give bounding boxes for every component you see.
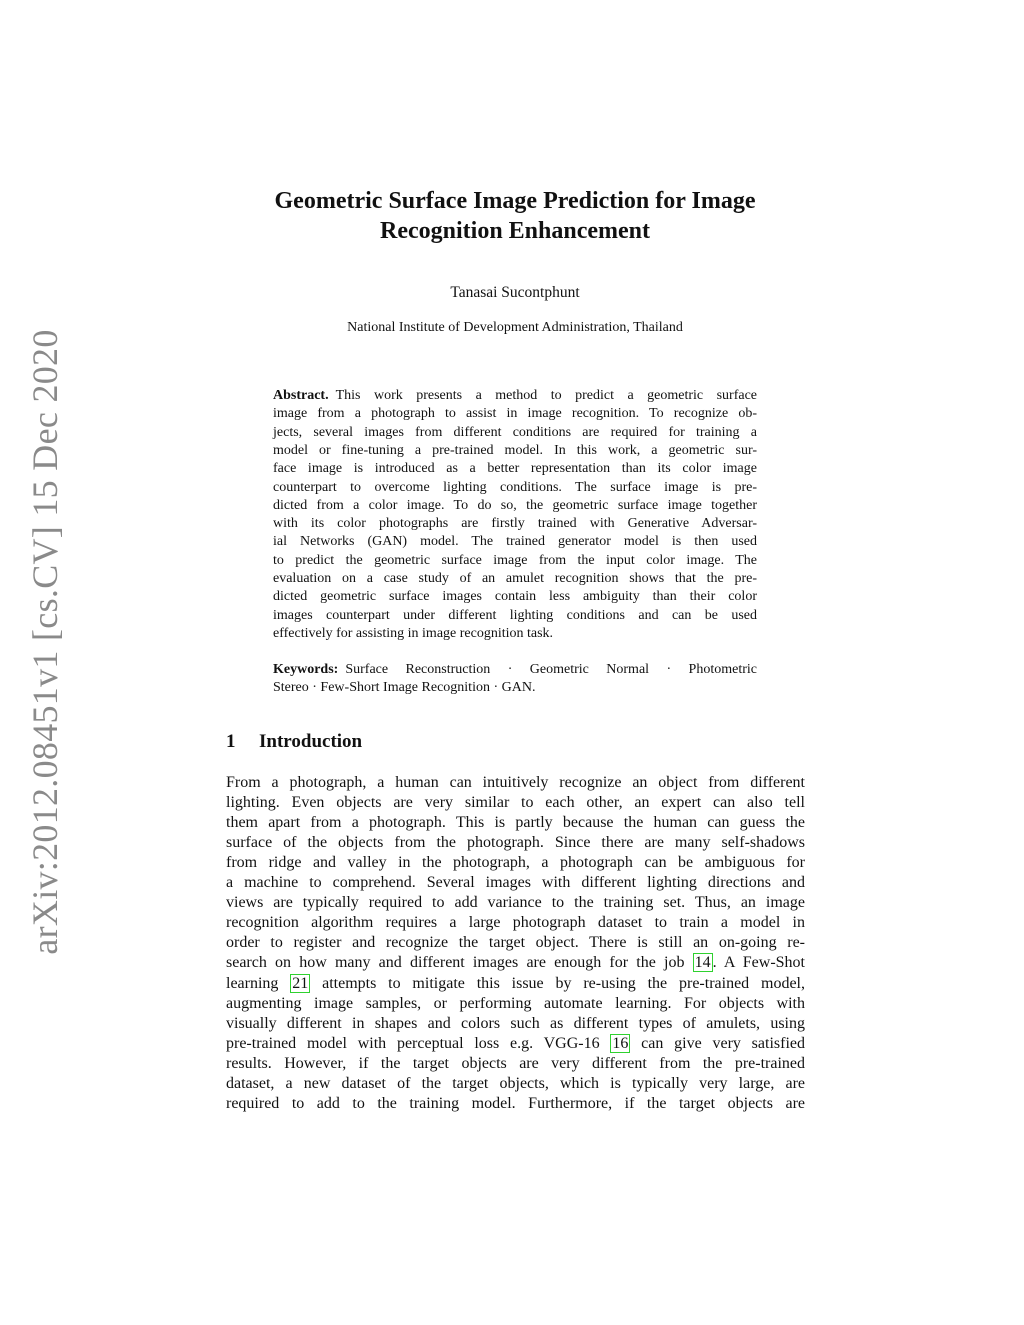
body-line [226,1094,805,1114]
abstract-text: to predict the geometric surface image from the input color image. The [273,552,757,568]
abstract-text: model or fine-tuning a pre-trained model. In this work, a geometric sur- [273,442,757,458]
keywords-label: Keywords: [273,662,339,677]
abstract-line [273,424,757,442]
abstract-text: effectively for assisting in image recognition task. [273,625,554,641]
citation-link[interactable]: 14 [694,954,711,972]
abstract-line [273,515,757,533]
abstract-label: Abstract. [273,388,329,403]
abstract-text: This work presents a method to predict a geometric surface [335,388,757,403]
abstract-text: dicted from a color image. To do so, the geometric surface image together [273,497,757,513]
section-number: 1 [226,731,236,752]
body-text: recognition algorithm requires a large photograph dataset to train a model in [226,914,805,932]
body-line [226,933,805,953]
abstract-text: dicted geometric surface images contain less ambiguity than their color [273,589,757,605]
body-text: search on how many and different images are enough for the job [226,954,693,972]
body-text: a machine to comprehend. Several images with different lighting directions and [226,874,805,892]
body-line [226,773,805,793]
abstract-text: with its color photographs are firstly trained with Generative Adversar- [273,516,757,532]
body-line [226,1014,805,1034]
abstract-line [273,533,757,551]
abstract-text: jects, several images from different conditions are required for training a [273,424,757,440]
body-line [226,873,805,893]
body-line [226,1054,805,1074]
paper-title-line-1: Geometric Surface Image Prediction for Image [274,188,756,214]
arxiv-identifier: arXiv:2012.08451v1 [cs.CV] 15 Dec 2020 [25,329,65,955]
abstract-line [273,588,757,606]
body-line [226,1034,805,1054]
body-line [226,893,805,913]
citation-link[interactable]: 21 [292,974,309,992]
author: Tanasai Sucontphunt [450,284,580,301]
abstract-text: face image is introduced as a better representation than its color image [273,461,757,477]
body-text: can give very satisfied [630,1034,805,1052]
abstract-line [273,387,757,405]
abstract-line [273,625,757,643]
body-line [226,994,805,1014]
body-text: visually different in shapes and colors such as different types of amulets, using [226,1014,805,1032]
abstract-line [273,460,757,478]
body-text: them apart from a photograph. This is partly because the human can guess the [226,814,805,832]
section-title: Introduction [259,731,363,752]
body-text: order to register and recognize the target object. There is still an on-going re- [226,934,805,952]
abstract-text: counterpart to overcome lighting conditions. The surface image is pre- [273,479,757,495]
abstract-line [273,497,757,515]
body-text: pre-trained model with perceptual loss e.g. VGG-16 [226,1034,611,1052]
body-text: dataset, a new dataset of the target objects, which is typically very large, are [226,1074,805,1092]
body-line [226,953,805,973]
body-line [226,1074,805,1094]
abstract-line [273,442,757,460]
body-line [226,913,805,933]
body-text: from ridge and valley in the photograph, a photograph can be ambiguous for [226,854,805,872]
abstract-text: evaluation on a case study of an amulet recognition shows that the pre- [273,571,757,586]
section-heading [226,731,362,753]
body-text: attempts to mitigate this issue by re-using the pre-trained model, [310,974,805,992]
abstract-line [273,552,757,570]
body-text: learning [226,974,291,992]
body-text: required to add to the training model. Furthermore, if the target objects are [226,1094,805,1112]
paper-title-line-2: Recognition Enhancement [380,218,650,244]
body-line [226,813,805,833]
abstract-text: ial Networks (GAN) model. The trained generator model is then used [273,534,757,550]
body-line [226,974,805,994]
abstract-line [273,570,757,588]
body-text: views are typically required to add variance to the training set. Thus, an image [226,894,805,912]
body-text: lighting. Even objects are very similar to each other, an expert can also tell [226,794,805,812]
abstract-text: image from a photograph to assist in image recognition. To recognize ob- [273,406,757,422]
abstract-line [273,405,757,423]
body-text: results. However, if the target objects are very different from the pre-trained [226,1054,805,1072]
body-text: augmenting image samples, or performing automate learning. For objects with [226,994,805,1012]
abstract-line [273,607,757,625]
body-text: From a photograph, a human can intuitively recognize an object from different [226,774,805,791]
body-text: surface of the objects from the photograph. Since there are many self-shadows [226,834,805,852]
affiliation: National Institute of Development Administration, Thailand [347,320,683,335]
abstract-text: images counterpart under different lighting conditions and can be used [273,607,757,623]
body-line [226,833,805,853]
keywords-line [273,661,757,679]
body-text: . A Few-Shot [712,954,806,972]
keywords-text: Surface Reconstruction · Geometric Normal · Photometric [345,662,757,677]
keywords-text: Stereo · Few-Short Image Recognition · GAN. [273,680,536,696]
citation-link[interactable]: 16 [612,1034,629,1052]
keywords-line [273,679,757,697]
abstract-line [273,479,757,497]
body-line [226,793,805,813]
body-line [226,853,805,873]
